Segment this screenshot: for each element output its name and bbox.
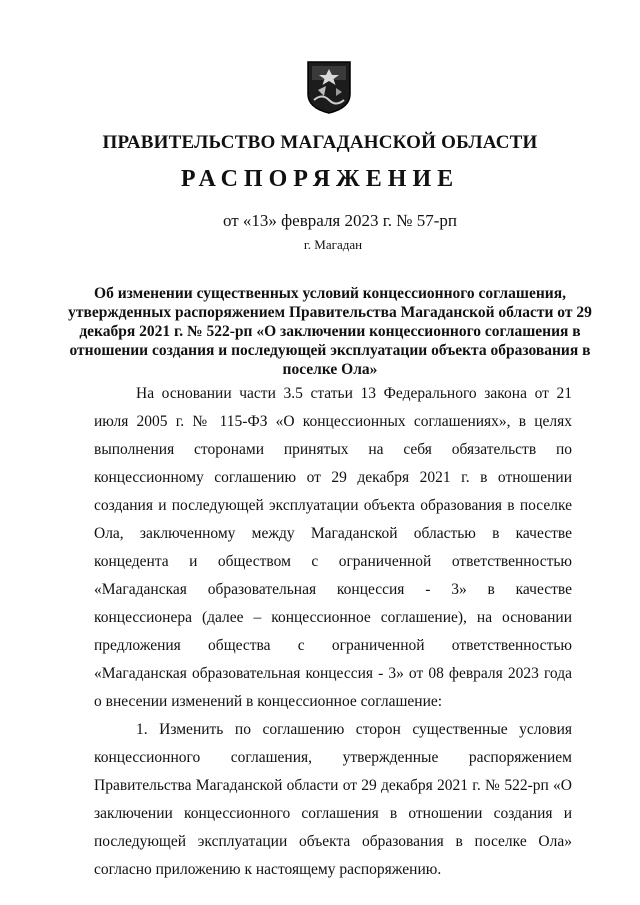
government-name: ПРАВИТЕЛЬСТВО МАГАДАНСКОЙ ОБЛАСТИ [102,132,538,153]
document-title: Об изменении существенных условий концессионного соглашения, утвержденных распоряжением Правительства Магаданской области от 29 декабря 2021 г. № 522-рп «О заключении концессионного соглашения в отношении создания и последующей эксплуатации объекта образования в поселке Ола» [68,285,592,378]
date-and-number: от «13» февраля 2023 г. № 57-рп [222,211,458,230]
city: г. Магадан [303,237,363,252]
body-paragraph: 1. Изменить по соглашению сторон существенные условия концессионного соглашения, утвержденные распоряжением Правительства Магаданской области от 29 декабря 2021 г. № 522-рп «О заключении концессионного соглашения в отношении создания и последующей эксплуатации объекта образования в поселке Ола» согласно приложению к настоящему распоряжению. [94,721,572,878]
coat-of-arms-icon [306,60,352,114]
document-body [94,380,572,884]
body-paragraph: На основании части 3.5 статьи 13 Федерального закона от 21 июля 2005 г. № 115-ФЗ «О концессионных соглашениях», в целях выполнения сторонами принятых на себя обязательств по концессионному соглашению от 29 декабря 2021 г. в отношении создания и последующей эксплуатации объекта образования в поселке Ола, заключенному между Магаданской областью в качестве концедента и обществом с ограниченной ответственностью «Магаданская образовательная концессия - 3» в качестве концессионера (далее – концессионное соглашение), на основании предложения общества с ограниченной ответственностью «Магаданская образовательная концессия - 3» от 08 февраля 2023 года о внесении изменений в концессионное соглашение: [94,385,572,710]
document-type: РАСПОРЯЖЕНИЕ [180,166,460,192]
